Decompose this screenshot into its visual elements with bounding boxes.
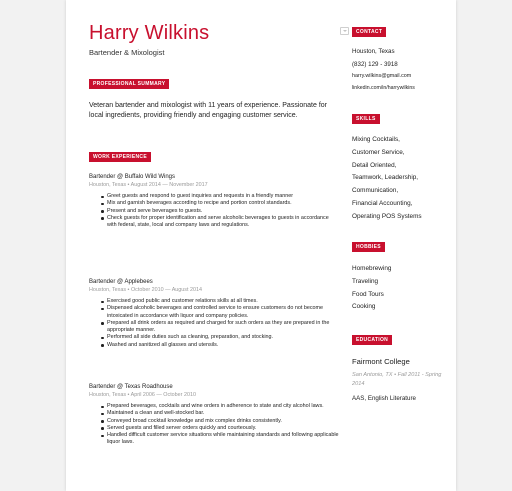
summary-text: Veteran bartender and mixologist with 11 years of experience. Passionate for local ingredients, providing friendly and engaging customer service.: [89, 102, 328, 119]
job-bullet: Conveyed broad cocktail knowledge and mix complex drinks consistently.: [107, 418, 339, 425]
contact-location: Houston, Texas: [352, 48, 395, 55]
job-entry: [89, 383, 339, 447]
skill-item: Mixing Cocktails,: [352, 136, 400, 143]
hobbies-heading: HOBBIES: [352, 242, 385, 252]
skill-item: Detail Oriented,: [352, 161, 397, 169]
contact-heading: CONTACT: [352, 27, 386, 37]
hobby-item: Traveling: [352, 277, 379, 285]
education-dates: Fall 2011 - Spring 2014: [352, 372, 442, 387]
job-bullet: Performed all side duties such as cleaning, preparation, and stocking.: [107, 334, 339, 341]
job-title: Bartender @ Buffalo Wild Wings: [89, 174, 176, 180]
job-entry: [89, 173, 339, 229]
job-bullet: Prepared all drink orders as required and charged for such orders as they are prepared in the appropriate manner.: [107, 320, 339, 335]
job-bullet: Mix and garnish beverages according to recipe and portion control standards.: [107, 200, 339, 207]
job-bullet: Exercised good public and customer relations skills at all times.: [107, 298, 339, 305]
education-school: Fairmont College: [352, 357, 410, 366]
job-title: Bartender @ Texas Roadhouse: [89, 384, 173, 390]
education-location: San Antonio, TX: [352, 372, 393, 378]
job-bullet: Washed and sanitized all glasses and utensils.: [107, 342, 339, 349]
job-bullets: [89, 193, 339, 229]
candidate-name: Harry Wilkins: [89, 22, 210, 44]
hobby-item: Homebrewing: [352, 265, 392, 272]
job-meta: Houston, Texas • August 2014 — November 2017: [89, 182, 208, 188]
candidate-subtitle: Bartender & Mixologist: [89, 48, 165, 57]
skill-item: Operating POS Systems: [352, 212, 422, 220]
job-bullet: Maintained a clean and well-stocked bar.: [107, 410, 339, 417]
skill-item: Customer Service,: [352, 148, 405, 156]
job-bullets: [89, 403, 339, 447]
hobby-item: Cooking: [352, 303, 376, 311]
contact-phone: (832) 129 - 3918: [352, 61, 398, 68]
job-bullet: Served guests and filled server orders quickly and courteously.: [107, 425, 339, 432]
job-bullet: Greet guests and respond to guest inquiries and requests in a friendly manner: [107, 193, 339, 200]
education-meta: San Antonio, TX • Fall 2011 - Spring 2014: [352, 372, 442, 387]
contact-linkedin[interactable]: linkedin.com/in/harrywilkins: [352, 85, 415, 91]
job-bullet: Check guests for proper identification and serve alcoholic beverages to guests in accordance with federal, state, local and company laws and regulations.: [107, 215, 339, 230]
job-bullet: Present and serve beverages to guests.: [107, 208, 339, 215]
job-title: Bartender @ Applebees: [89, 279, 153, 285]
job-entry: [89, 278, 339, 349]
contact-email[interactable]: harry.wilkins@gmail.com: [352, 73, 412, 79]
job-meta: Houston, Texas • October 2010 — August 2014: [89, 287, 202, 293]
summary-heading: PROFESSIONAL SUMMARY: [89, 79, 169, 89]
resume-page: [66, 0, 456, 491]
skill-item: Teamwork, Leadership,: [352, 174, 419, 182]
job-bullet: Prepared beverages, cocktails and wine orders in adherence to state and city alcohol laws.: [107, 403, 339, 410]
skill-item: Communication,: [352, 187, 399, 195]
skill-item: Financial Accounting,: [352, 199, 413, 207]
education-degree: AAS, English Literature: [352, 395, 416, 402]
job-meta: Houston, Texas • April 2006 — October 2010: [89, 392, 196, 398]
job-bullet: Dispensed alcoholic beverages and controlled service to ensure customers do not become intoxicated in accordance with liquor and company policies.: [107, 305, 339, 320]
skills-heading: SKILLS: [352, 114, 380, 124]
job-bullet: Handled difficult customer service situations while maintaining standards and following applicable liquor laws.: [107, 432, 339, 446]
job-bullets: [89, 298, 339, 349]
experience-heading: WORK EXPERIENCE: [89, 152, 151, 162]
hobbies-list: [352, 263, 391, 314]
hobby-item: Food Tours: [352, 290, 384, 298]
download-icon[interactable]: [340, 27, 349, 35]
skills-list: [352, 134, 422, 224]
education-heading: EDUCATION: [352, 335, 392, 345]
